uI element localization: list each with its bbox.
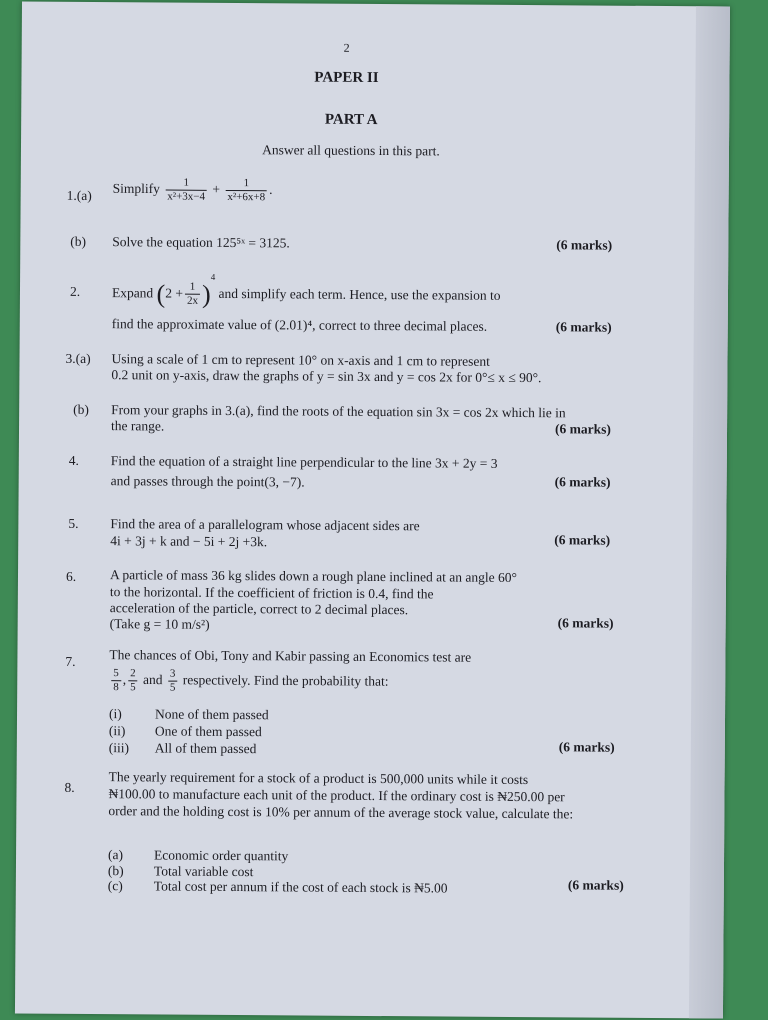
q3-marks: (6 marks)	[554, 421, 611, 437]
exam-paper-sheet	[15, 2, 730, 1019]
q8-line1: The yearly requirement for a stock of a product is 500,000 units while it costs	[108, 769, 529, 788]
q1a-expression: Simplify $\frac{1}{\text{x²+3x−4}}$ + $\frac{1}{\text{x²+6x+8}}$ .	[112, 176, 273, 204]
q5-line2: 4i + 3j + k and − 5i + 2j +3k.	[110, 533, 268, 550]
q2-inner-denominator: 2x	[186, 295, 199, 308]
q7-f2-denominator: 5	[130, 681, 136, 694]
q8-item-text: Total variable cost	[153, 863, 254, 880]
q7-line1: The chances of Obi, Tony and Kabir passing an Economics test are	[109, 647, 472, 665]
page-number: 2	[343, 40, 350, 55]
q7-fractions-line: $\frac{5}{8}$ , $\frac{2}{5}$ and $\frac{3}{5}$ respectively. Find the probability that:	[109, 667, 388, 696]
q7-f3-denominator: 5	[169, 681, 176, 694]
q1-frac2-denominator: x²+6x+8	[227, 190, 266, 204]
q4-number: 4.	[68, 452, 79, 468]
q2-line2: find the approximate value of (2.01)⁴, correct to three decimal places.	[111, 316, 488, 334]
q7-fraction-obi	[111, 667, 121, 694]
q1a-number: 1.(a)	[66, 187, 92, 204]
q6-line1: A particle of mass 36 kg slides down a rough plane inclined at an angle 60°	[109, 567, 517, 585]
q7-item-label: (ii)	[108, 723, 126, 739]
q7-fraction-kabir	[168, 668, 178, 695]
q5-number: 5.	[68, 515, 79, 531]
q2-inner-numerator: 1	[185, 281, 200, 295]
q1b-text: Solve the equation 125⁵ˣ = 3125.	[112, 234, 290, 251]
q3b-line1: From your graphs in 3.(a), find the roots of the equation sin 3x = cos 2x which lie in	[111, 402, 566, 421]
paper-title: PAPER II	[314, 69, 379, 87]
q3a-number: 3.(a)	[65, 350, 91, 367]
q7-fraction-tony	[128, 667, 138, 694]
q8-marks: (6 marks)	[567, 877, 624, 893]
q6-line3: acceleration of the particle, correct to 2 decimal places.	[109, 600, 409, 618]
q3b-line2: the range.	[110, 418, 165, 434]
q6-number: 6.	[65, 568, 77, 584]
q3b-number: (b)	[73, 401, 89, 418]
q6-line4: (Take g = 10 m/s²)	[109, 616, 210, 632]
q8-item-text: Total cost per annum if the cost of each stock is ₦5.00	[153, 878, 448, 896]
q7-and-word: and	[142, 671, 163, 688]
instruction-text: Answer all questions in this part.	[262, 142, 440, 159]
q4-line1: Find the equation of a straight line perpendicular to the line 3x + 2y = 3	[110, 453, 498, 471]
q2-inner-fraction	[185, 281, 200, 308]
q6-marks: (6 marks)	[557, 615, 614, 631]
q2-number: 2.	[69, 283, 81, 299]
paper-fold-shadow	[689, 6, 730, 1018]
q5-marks: (6 marks)	[554, 532, 611, 548]
q1b-number: (b)	[70, 233, 87, 249]
q2-left-paren: (	[156, 279, 166, 309]
q4-line2: and passes through the point(3, −7).	[110, 473, 305, 490]
q7-f3-numerator: 3	[168, 668, 178, 682]
q7-f1-numerator: 5	[111, 667, 121, 681]
q7-f2-numerator: 2	[128, 667, 138, 681]
q1-fraction-2	[225, 177, 267, 204]
q2-right-paren: )	[201, 279, 211, 309]
q3a-line2: 0.2 unit on y-axis, draw the graphs of y = sin 3x and y = cos 2x for 0°≤ x ≤ 90°.	[111, 367, 542, 386]
q8-line2: ₦100.00 to manufacture each unit of the product. If the ordinary cost is ₦250.00 per	[108, 786, 565, 805]
q1-marks: (6 marks)	[556, 237, 613, 253]
q7-marks: (6 marks)	[558, 739, 615, 755]
q8-item-label: (a)	[108, 847, 124, 863]
q1-frac1-denominator: x²+3x−4	[167, 190, 206, 203]
q1-fraction-1	[165, 177, 207, 204]
q7-item-text: All of them passed	[154, 740, 257, 757]
q2-marks: (6 marks)	[555, 319, 612, 335]
q4-marks: (6 marks)	[554, 474, 611, 490]
q6-line2: to the horizontal. If the coefficient of friction is 0.4, find the	[109, 584, 434, 602]
q5-line1: Find the area of a parallelogram whose adjacent sides are	[110, 516, 420, 534]
q7-item-text: One of them passed	[154, 723, 262, 740]
q7-item-text: None of them passed	[154, 706, 269, 723]
q2-expression	[112, 268, 501, 310]
q8-line3: order and the holding cost is 10% per annum of the average stock value, calculate the:	[108, 803, 574, 822]
part-title: PART A	[324, 111, 378, 129]
q2-power: 4	[210, 271, 216, 282]
q7-number: 7.	[65, 653, 76, 669]
q1-frac2-numerator: 1	[225, 177, 267, 191]
q7-item-label: (iii)	[108, 740, 130, 756]
q8-number: 8.	[64, 779, 75, 795]
q7-f1-denominator: 8	[113, 681, 119, 694]
q1-simplify-word: Simplify	[112, 180, 161, 197]
q2-inner-left: 2 +	[165, 285, 184, 301]
q3a-line1: Using a scale of 1 cm to represent 10° on x-axis and 1 cm to represent	[111, 351, 490, 369]
q2-after-text: and simplify each term. Hence, use the expansion to	[218, 285, 501, 303]
q1-frac1-numerator: 1	[165, 177, 207, 191]
q2-expand-word: Expand	[111, 285, 154, 301]
q7-after-text: respectively. Find the probability that:	[182, 672, 389, 689]
q8-item-label: (b)	[107, 863, 124, 879]
q8-item-text: Economic order quantity	[154, 847, 289, 864]
q1-plus-sign: +	[212, 181, 221, 197]
q7-item-label: (i)	[108, 706, 122, 722]
q8-item-label: (c)	[107, 878, 123, 894]
